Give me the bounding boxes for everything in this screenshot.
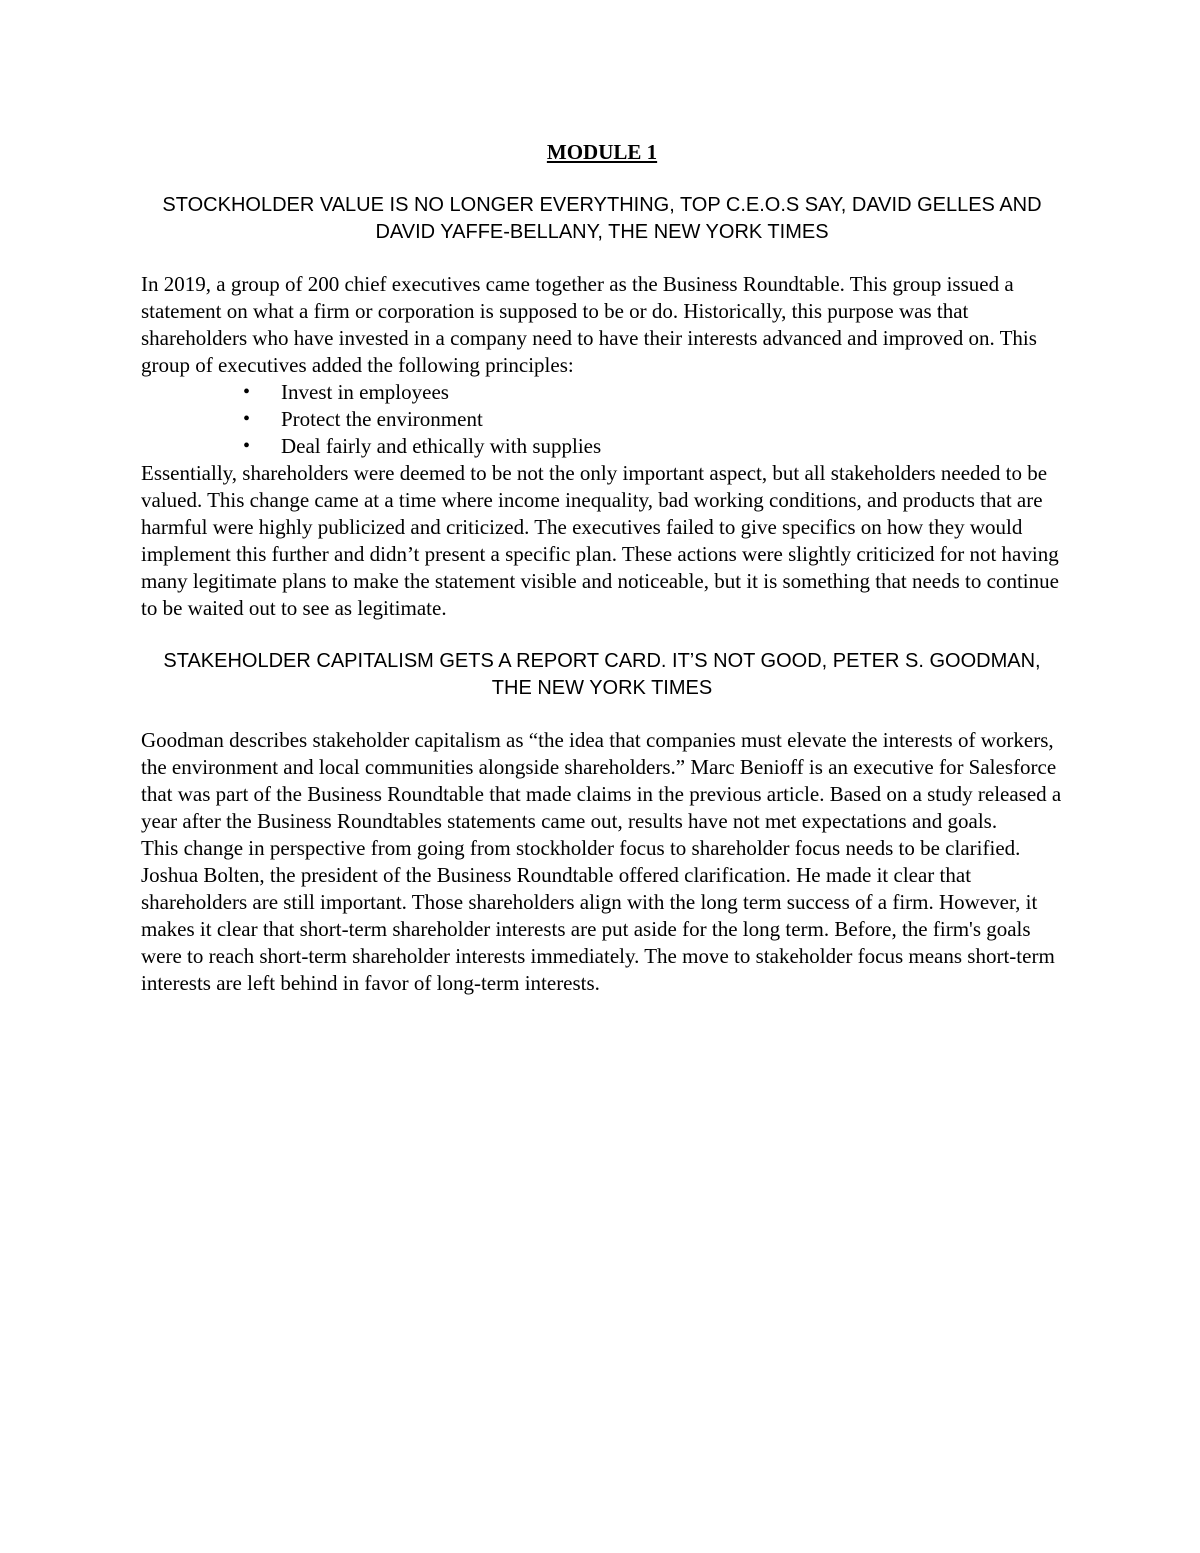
list-item <box>241 433 1063 460</box>
document-content <box>141 139 1063 997</box>
article-2-paragraph-2: This change in perspective from going from stockholder focus to shareholder focus needs to be clarified. Joshua Bolten, the president of the Business Roundtable offered clarification. He made it clear that shareholders are still important. Those shareholders align with the long term success of a firm. However, it makes it clear that short-term shareholder interests are put aside for the long term. Before, the firm's goals were to reach short-term shareholder interests immediately. The move to stakeholder focus means short-term interests are left behind in favor of long-term interests. <box>141 836 1055 995</box>
bullet-icon: • <box>243 435 251 457</box>
article-1-body: Essentially, shareholders were deemed to be not the only important aspect, but all stakeholders needed to be valued. This change came at a time where income inequality, bad working conditions, and products that are harmful were highly publicized and criticized. The executives failed to give specifics on how they would implement this further and didn’t present a specific plan. These actions were slightly criticized for not having many legitimate plans to make the statement visible and noticeable, but it is something that needs to continue to be waited out to see as legitimate. <box>141 461 1059 620</box>
module-title: MODULE 1 <box>546 140 658 164</box>
article-2-heading: STAKEHOLDER CAPITALISM GETS A REPORT CARD. IT’S NOT GOOD, PETER S. GOODMAN, THE NEW YORK TIMES <box>163 650 1041 699</box>
article-2-paragraph-1: Goodman describes stakeholder capitalism as “the idea that companies must elevate the interests of workers, the environment and local communities alongside shareholders.” Marc Benioff is an executive for Salesforce that was part of the Business Roundtable that made claims in the previous article. Based on a study released a year after the Business Roundtables statements came out, results have not met expectations and goals. <box>141 728 1062 833</box>
bullet-icon: • <box>243 381 251 403</box>
article-1-intro: In 2019, a group of 200 chief executives came together as the Business Roundtable. This group issued a statement on what a firm or corporation is supposed to be or do. Historically, this purpose was that shareholders who have invested in a company need to have their interests advanced and improved on. This group of executives added the following principles: <box>141 272 1037 377</box>
principles-list <box>141 379 1063 460</box>
article-1-heading: STOCKHOLDER VALUE IS NO LONGER EVERYTHING, TOP C.E.O.S SAY, DAVID GELLES AND DAVID YAFFE-BELLANY, THE NEW YORK TIMES <box>162 194 1042 243</box>
bullet-icon: • <box>243 408 251 430</box>
list-item <box>241 406 1063 433</box>
list-item-text: Invest in employees <box>281 380 449 404</box>
list-item <box>241 379 1063 406</box>
list-item-text: Deal fairly and ethically with supplies <box>281 434 602 458</box>
list-item-text: Protect the environment <box>281 407 483 431</box>
